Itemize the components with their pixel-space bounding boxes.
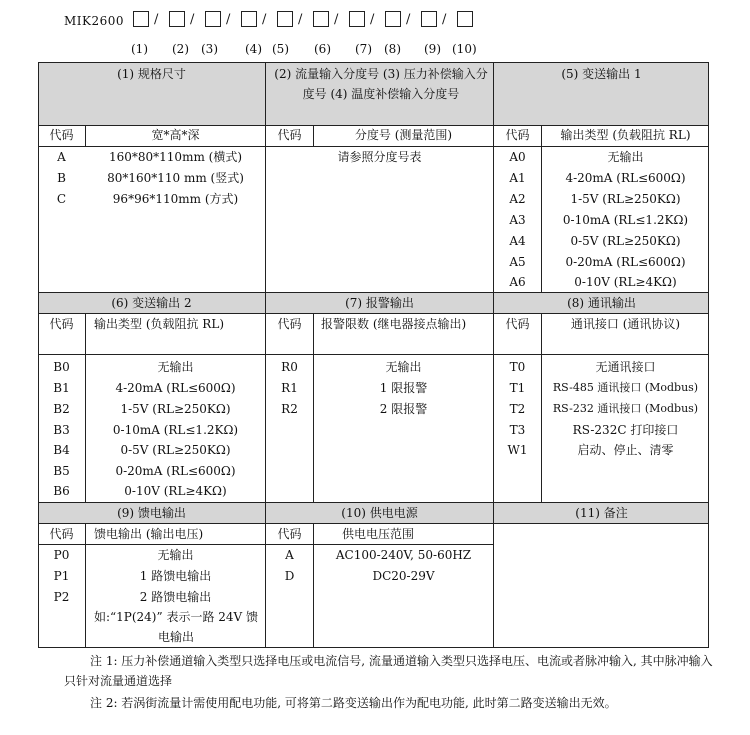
table-row-code: B2 bbox=[53, 402, 70, 416]
table-row-code: B4 bbox=[53, 443, 70, 457]
table-row-code: B bbox=[57, 171, 66, 185]
table-row-code: R0 bbox=[281, 360, 298, 374]
table-row-desc: 无输出 bbox=[157, 360, 194, 374]
table-row-code: A2 bbox=[509, 192, 526, 206]
table-row-desc: RS-232C 打印接口 bbox=[572, 423, 679, 437]
column-header-dimensions: 宽*高*深 bbox=[151, 128, 200, 142]
column-header-output-type: 输出类型 (负载阻抗 RL) bbox=[94, 317, 224, 331]
code-box-5 bbox=[277, 11, 293, 27]
section-title-power-supply: (10) 供电电源 bbox=[341, 506, 418, 520]
column-header-code: 代码 bbox=[277, 527, 302, 541]
column-header-feed-voltage: 馈电输出 (输出电压) bbox=[94, 527, 204, 541]
table-row-desc: 0-10mA (RL≤1.2KΩ) bbox=[562, 213, 689, 227]
table-row-desc: 0-5V (RL≥250KΩ) bbox=[120, 443, 231, 457]
position-number: (7) bbox=[355, 42, 372, 56]
table-row-desc: 1-5V (RL≥250KΩ) bbox=[120, 402, 231, 416]
table-row-desc: 0-20mA (RL≤600Ω) bbox=[565, 255, 686, 269]
position-number: (4) bbox=[245, 42, 262, 56]
table-row-desc: 2 限报警 bbox=[379, 402, 428, 416]
table-row-code: R1 bbox=[281, 381, 298, 395]
column-header-code: 代码 bbox=[505, 128, 530, 142]
code-slash: / bbox=[298, 12, 303, 27]
table-row-code: A bbox=[57, 150, 66, 164]
table-row-desc: 0-20mA (RL≤600Ω) bbox=[115, 464, 236, 478]
code-box-7 bbox=[349, 11, 365, 27]
table-row-desc: 启动、停止、清零 bbox=[577, 443, 674, 457]
table-row-desc: 80*160*110 mm (竖式) bbox=[107, 171, 244, 185]
section-title-output-2: (6) 变送输出 2 bbox=[111, 296, 192, 310]
table-row-desc: RS-232 通讯接口 (Modbus) bbox=[552, 402, 699, 415]
table-row-code: A6 bbox=[509, 275, 526, 289]
code-slash: / bbox=[154, 12, 159, 27]
feed-output-example: 如:“1P(24)” 表示一路 24V 馈电输出 bbox=[93, 610, 259, 644]
table-row-code: P1 bbox=[53, 569, 70, 583]
code-slash: / bbox=[226, 12, 231, 27]
position-number: (10) bbox=[452, 42, 477, 56]
table-row-desc: 4-20mA (RL≤600Ω) bbox=[565, 171, 686, 185]
code-slash: / bbox=[262, 12, 267, 27]
position-number: (8) bbox=[384, 42, 401, 56]
code-slash: / bbox=[442, 12, 447, 27]
code-box-9 bbox=[421, 11, 437, 27]
table-row-code: A1 bbox=[509, 171, 526, 185]
table-row-code: B6 bbox=[53, 484, 70, 498]
column-header-supply-range: 供电电压范围 bbox=[342, 527, 415, 541]
table-row-desc: 0-10mA (RL≤1.2KΩ) bbox=[112, 423, 239, 437]
model-name: MIK2600 bbox=[64, 14, 125, 28]
table-row-desc: 0-10V (RL≥4KΩ) bbox=[124, 484, 227, 498]
table-row-code: A0 bbox=[509, 150, 526, 164]
section-title-size: (1) 规格尺寸 bbox=[117, 67, 186, 81]
table-row-desc: 1 限报警 bbox=[379, 381, 428, 395]
table-row-code: B5 bbox=[53, 464, 70, 478]
table-row-desc: 2 路馈电输出 bbox=[139, 590, 212, 604]
table-row-desc: 无输出 bbox=[157, 548, 194, 562]
table-row-code: T2 bbox=[509, 402, 526, 416]
position-number: (9) bbox=[424, 42, 441, 56]
table-row-code: B0 bbox=[53, 360, 70, 374]
table-row-code: B1 bbox=[53, 381, 70, 395]
footnote-2: 注 2: 若涡街流量计需使用配电功能, 可将第二路变送输出作为配电功能, 此时第二路变送输出无效。 bbox=[90, 696, 617, 710]
table-row-desc: 96*96*110mm (方式) bbox=[112, 192, 239, 206]
code-slash: / bbox=[190, 12, 195, 27]
code-box-10 bbox=[457, 11, 473, 27]
column-header-interface: 通讯接口 (通讯协议) bbox=[570, 317, 681, 331]
spec-table bbox=[38, 62, 709, 648]
section-title-output-1: (5) 变送输出 1 bbox=[561, 67, 642, 81]
column-header-code: 代码 bbox=[505, 317, 530, 331]
code-box-2 bbox=[169, 11, 185, 27]
table-row-desc: 1-5V (RL≥250KΩ) bbox=[570, 192, 681, 206]
table-row-desc: 1 路馈电输出 bbox=[139, 569, 212, 583]
column-header-output-type: 输出类型 (负载阻抗 RL) bbox=[560, 128, 691, 142]
code-box-3 bbox=[205, 11, 221, 27]
table-row-desc: RS-485 通讯接口 (Modbus) bbox=[552, 381, 699, 394]
code-slash: / bbox=[406, 12, 411, 27]
table-row-code: A5 bbox=[509, 255, 526, 269]
table-row-code: T3 bbox=[509, 423, 526, 437]
footnote-1: 注 1: 压力补偿通道输入类型只选择电压或电流信号, 流量通道输入类型只选择电压、电流或者脉冲输入, 其中脉冲输入只针对流量通道选择 bbox=[64, 654, 713, 688]
table-row-code: D bbox=[284, 569, 295, 583]
position-number: (3) bbox=[201, 42, 218, 56]
position-number: (1) bbox=[131, 42, 148, 56]
model-code-header bbox=[0, 0, 750, 62]
graduation-note: 请参照分度号表 bbox=[337, 150, 422, 164]
table-row-desc: 无输出 bbox=[607, 150, 644, 164]
code-slash: / bbox=[334, 12, 339, 27]
table-row-desc: AC100-240V, 50-60HZ bbox=[335, 548, 472, 562]
section-title-alarm: (7) 报警输出 bbox=[345, 296, 414, 310]
table-row-desc: 4-20mA (RL≤600Ω) bbox=[115, 381, 236, 395]
table-row-desc: DC20-29V bbox=[372, 569, 435, 583]
column-header-code: 代码 bbox=[49, 527, 74, 541]
section-title-communication: (8) 通讯输出 bbox=[567, 296, 636, 310]
section-title-remarks: (11) 备注 bbox=[575, 506, 628, 520]
table-row-code: T0 bbox=[509, 360, 526, 374]
code-box-8 bbox=[385, 11, 401, 27]
table-row-desc: 0-5V (RL≥250KΩ) bbox=[570, 234, 681, 248]
code-box-6 bbox=[313, 11, 329, 27]
table-row-code: A bbox=[285, 548, 294, 562]
column-header-code: 代码 bbox=[277, 317, 302, 331]
table-row-desc: 0-10V (RL≥4KΩ) bbox=[574, 275, 677, 289]
column-header-alarm-count: 报警限数 (继电器接点输出) bbox=[321, 317, 467, 331]
code-box-4 bbox=[241, 11, 257, 27]
table-row-code: R2 bbox=[281, 402, 298, 416]
table-row-code: T1 bbox=[509, 381, 526, 395]
position-number: (2) bbox=[172, 42, 189, 56]
table-row-code: P0 bbox=[53, 548, 70, 562]
section-title-input-graduation: (2) 流量输入分度号 (3) 压力补偿输入分度号 (4) 温度补偿输入分度号 bbox=[274, 67, 488, 101]
table-row-code: W1 bbox=[507, 443, 528, 457]
table-row-code: A4 bbox=[509, 234, 526, 248]
section-title-feed-output: (9) 馈电输出 bbox=[117, 506, 186, 520]
table-row-code: A3 bbox=[509, 213, 526, 227]
table-row-code: C bbox=[56, 192, 67, 206]
table-row-code: B3 bbox=[53, 423, 70, 437]
column-header-code: 代码 bbox=[277, 128, 302, 142]
column-header-code: 代码 bbox=[49, 317, 74, 331]
code-box-1 bbox=[133, 11, 149, 27]
column-header-graduation: 分度号 (测量范围) bbox=[354, 128, 453, 142]
table-row-desc: 无通讯接口 bbox=[595, 360, 656, 374]
table-row-code: P2 bbox=[53, 590, 70, 604]
table-row-desc: 160*80*110mm (横式) bbox=[108, 150, 242, 164]
position-number: (5) bbox=[272, 42, 289, 56]
code-slash: / bbox=[370, 12, 375, 27]
table-row-desc: 无输出 bbox=[385, 360, 422, 374]
column-header-code: 代码 bbox=[49, 128, 74, 142]
position-number: (6) bbox=[314, 42, 331, 56]
